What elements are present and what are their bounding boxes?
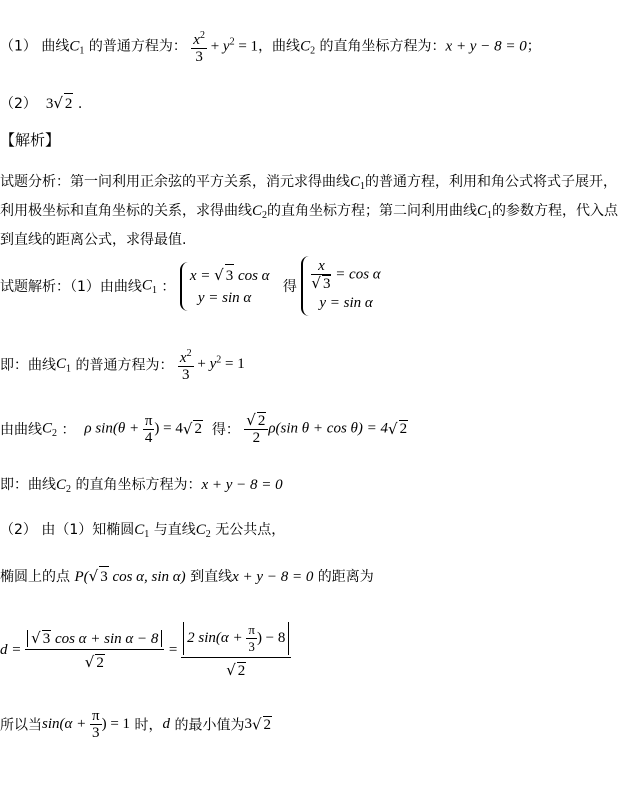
radicand: 3 <box>99 566 109 587</box>
var-y: y <box>222 38 230 55</box>
point-line <box>0 566 374 587</box>
sqrt-sign: √ <box>88 567 99 585</box>
distance-fraction-2 <box>181 622 291 679</box>
analysis-paragraph <box>0 170 625 252</box>
expression: ) − 8 <box>256 629 286 646</box>
polar-equation-rhs: ) = 4 <box>154 420 183 437</box>
text: 即：曲线 <box>0 357 56 374</box>
equals: = <box>168 642 182 658</box>
section-heading: 【解析】 <box>0 131 61 149</box>
text: 的普通方程为： <box>71 357 174 374</box>
numerator: π <box>92 708 100 724</box>
answer-label-1: （1） 曲线 <box>0 38 70 55</box>
radicand: 2 <box>399 421 408 437</box>
parametric-system <box>180 262 270 311</box>
equation: y = sin α <box>197 289 252 306</box>
subscript: 1 <box>360 181 366 192</box>
numerator: π <box>248 622 255 637</box>
sqrt-sign: √ <box>246 411 256 429</box>
radicand: 3 <box>42 631 51 647</box>
numerator: x <box>311 258 331 275</box>
fraction-x2-over-3 <box>191 28 207 65</box>
denominator: 3 <box>248 639 255 654</box>
text: 到直线 <box>185 569 233 585</box>
radicand: 2 <box>194 421 202 437</box>
punct: ； <box>526 38 541 55</box>
text: 与直线 <box>149 522 196 538</box>
result-line-c2 <box>0 475 283 500</box>
text: 由曲线 <box>0 422 42 438</box>
curve-c1: C <box>69 38 80 55</box>
coef: 3 <box>244 716 252 732</box>
polar-line-c2 <box>0 412 408 446</box>
curve-c1: C <box>477 203 488 219</box>
punct: . <box>77 96 83 112</box>
abs-value <box>27 630 162 647</box>
system-row-2 <box>190 287 270 309</box>
subscript: 1 <box>151 285 157 296</box>
curve-c2: C <box>252 203 263 219</box>
text: 的直角坐标方程为： <box>315 38 446 55</box>
subscript: 1 <box>79 45 85 57</box>
radicand: 3 <box>322 276 331 292</box>
derived-system <box>301 256 380 316</box>
text: 的普通方程，利用和角公式将式子展开，利用极坐标和直角坐标的关系，求得曲线 <box>0 174 618 219</box>
sqrt-sign: √ <box>226 661 236 679</box>
curve-c2: C <box>300 38 311 55</box>
denominator: 3 <box>182 367 190 383</box>
text: 即：曲线 <box>0 477 56 493</box>
text: 的最小值为 <box>170 717 245 734</box>
radicand: 2 <box>96 655 104 671</box>
text: 的普通方程为： <box>84 38 187 55</box>
rhs: cos α <box>234 267 270 284</box>
text: 试题解析：（1）由曲线 <box>0 279 142 295</box>
system-row-2 <box>311 292 380 314</box>
curve-c1: C <box>141 277 152 294</box>
sqrt-sign: √ <box>182 420 193 438</box>
plus: + <box>193 356 210 372</box>
distance-fraction-1 <box>25 630 164 671</box>
expression: 2 sin(α + <box>187 629 247 646</box>
curve-c2: C <box>42 420 53 437</box>
text: （2） 由（1）知椭圆 <box>0 522 135 538</box>
lhs: x = <box>189 267 215 284</box>
expression: ) = 1 <box>101 716 131 732</box>
abs-value <box>183 622 289 655</box>
curve-c1: C <box>134 522 145 538</box>
sqrt-sign: √ <box>311 274 321 292</box>
superscript: 2 <box>199 30 205 41</box>
var-d: d <box>162 716 170 732</box>
superscript: 2 <box>216 354 222 366</box>
sqrt-sign: √ <box>53 94 63 112</box>
text: 得 <box>282 279 297 295</box>
text: 得： <box>211 422 240 438</box>
sqrt-sign: √ <box>251 715 262 734</box>
subscript: 2 <box>262 210 268 221</box>
equals-one: = 1 <box>234 38 259 55</box>
text: 试题分析：第一问利用正余弦的平方关系，消元求得曲线 <box>0 174 350 190</box>
subscript: 1 <box>487 210 493 221</box>
expanded-equation: ρ(sin θ + cos θ) = 4 <box>268 420 389 437</box>
coef: 3 <box>45 96 54 112</box>
answer-label-2: （2） <box>0 96 37 112</box>
fraction-x2-over-3 <box>178 346 194 383</box>
fraction-pi-over-3 <box>90 708 102 741</box>
var-x: x <box>193 32 200 48</box>
point-label: P( <box>74 569 89 585</box>
sqrt-sign: √ <box>31 629 41 647</box>
numerator: π <box>144 412 153 429</box>
text: 时， <box>130 717 163 734</box>
var-d: d = <box>0 642 26 658</box>
subscript: 1 <box>66 363 72 375</box>
sqrt-sign: √ <box>84 653 95 671</box>
denominator: 3 <box>195 49 203 65</box>
radicand: 2 <box>237 663 246 679</box>
solution-line-1 <box>0 256 381 316</box>
colon: ： <box>161 279 176 295</box>
denominator: 2 <box>252 430 261 446</box>
distance-formula <box>0 622 291 679</box>
superscript: 2 <box>229 36 235 48</box>
var-x: x <box>179 350 187 366</box>
curve-c1: C <box>350 174 361 190</box>
equation: x + y − 8 = 0 <box>232 569 314 585</box>
part2-line <box>0 520 285 545</box>
rhs: = cos α <box>331 266 381 283</box>
radicand: 2 <box>257 413 266 429</box>
sqrt-sign: √ <box>388 420 398 438</box>
fraction-pi-over-4 <box>143 413 155 446</box>
equals-one: = 1 <box>221 356 245 372</box>
answer-line-2 <box>0 93 82 114</box>
text: 无公共点， <box>210 522 286 538</box>
text: 的距离为 <box>313 569 374 585</box>
subscript: 2 <box>205 529 211 540</box>
text: ，曲线 <box>258 38 301 55</box>
radicand: 2 <box>263 716 272 733</box>
subscript: 2 <box>52 428 58 439</box>
text: 所以当 <box>0 717 42 734</box>
system-row-1 <box>190 264 270 287</box>
final-line <box>0 708 272 741</box>
curve-c2: C <box>56 477 67 493</box>
denominator: 4 <box>144 429 153 446</box>
subscript: 2 <box>66 484 72 495</box>
sqrt-sign: √ <box>214 265 224 284</box>
superscript: 2 <box>186 348 192 359</box>
system-row-1 <box>311 258 380 292</box>
radicand: 2 <box>64 93 74 114</box>
text: 椭圆上的点 <box>0 569 75 585</box>
result-line-c1 <box>0 346 245 383</box>
equation: x + y − 8 = 0 <box>445 38 527 55</box>
expression: cos α + sin α − 8 <box>51 631 159 647</box>
expression: sin(α + <box>42 716 90 732</box>
equation: x + y − 8 = 0 <box>201 477 283 493</box>
fraction-sqrt2-over-2 <box>244 412 268 446</box>
denominator: 3 <box>92 725 100 741</box>
subscript: 2 <box>310 45 316 57</box>
text: 的直角坐标方程；第二问利用曲线 <box>267 203 478 219</box>
radicand: 3 <box>225 264 235 287</box>
point-coords: cos α, sin α) <box>108 569 186 585</box>
curve-c2: C <box>195 522 206 538</box>
plus: + <box>206 38 223 55</box>
var-y: y <box>209 356 217 372</box>
equation: y = sin α <box>319 295 373 311</box>
answer-line-1 <box>0 28 541 65</box>
subscript: 1 <box>144 529 150 540</box>
colon: ： <box>61 422 76 438</box>
curve-c1: C <box>56 356 67 372</box>
polar-equation-lhs: ρ sin(θ + <box>84 420 143 437</box>
text: 的直角坐标方程为： <box>71 477 202 493</box>
text: 的参数方程，代入点到直线的距离公式，求得最值. <box>0 203 619 248</box>
